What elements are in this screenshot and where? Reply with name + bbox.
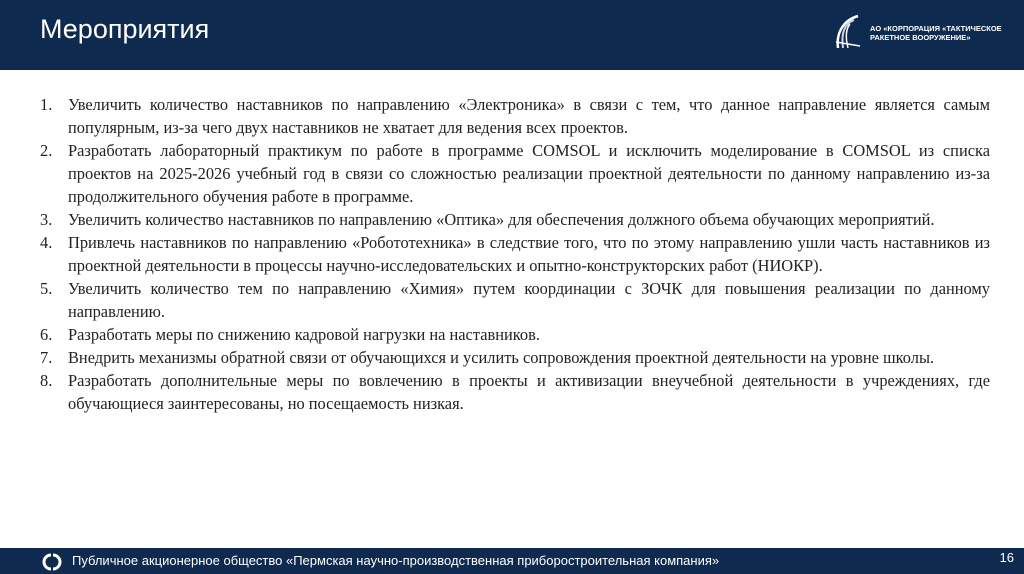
item-text: Увеличить количество тем по направлению «Химия» путем координации с ЗОЧК для повышения реализации по данному направлению.: [68, 279, 990, 321]
page-number: 16: [999, 550, 1014, 565]
item-text: Увеличить количество наставников по направлению «Оптика» для обеспечения должного объема обучающих мероприятий.: [68, 210, 935, 229]
item-number: 6.: [40, 325, 53, 344]
logo-text: АО «КОРПОРАЦИЯ «ТАКТИЧЕСКОЕ РАКЕТНОЕ ВООРУЖЕНИЕ»: [870, 24, 1002, 42]
list-item: [40, 231, 990, 277]
item-number: 2.: [40, 141, 53, 160]
list-item: [40, 369, 990, 415]
footer-company-name: Публичное акционерное общество «Пермская научно-производственная приборостроительная компания»: [72, 553, 720, 568]
item-text: Внедрить механизмы обратной связи от обучающихся и усилить сопровождения проектной деятельности на уровне школы.: [68, 348, 935, 367]
item-number: 4.: [40, 233, 53, 252]
item-text: Разработать лабораторный практикум по работе в программе COMSOL и исключить моделирование в COMSOL из списка проектов на 2025-2026 учебный год в связи со сложностью реализации проектной деятельности по данному направлению из-за продолжительного обучения работе в программе.: [68, 141, 990, 206]
item-text: Разработать дополнительные меры по вовлечению в проекты и активизации внеучебной деятельности в учреждениях, где обучающиеся заинтересованы, но посещаемость низкая.: [68, 371, 990, 413]
list-item: [40, 346, 990, 369]
item-number: 1.: [40, 95, 53, 114]
item-text: Увеличить количество наставников по направлению «Электроника» в связи с тем, что данное направление является самым популярным, из-за чего двух наставников не хватает для ведения всех проектов.: [68, 95, 990, 137]
item-text: Разработать меры по снижению кадровой нагрузки на наставников.: [68, 325, 540, 344]
item-number: 5.: [40, 279, 53, 298]
list-item: [40, 208, 990, 231]
page-title: Мероприятия: [40, 14, 210, 44]
list-item: [40, 323, 990, 346]
list-item: [40, 277, 990, 323]
measures-list: [40, 93, 990, 415]
footer: [0, 548, 1024, 574]
logo-swoosh-icon: [832, 14, 862, 52]
item-number: 7.: [40, 348, 53, 367]
company-emblem-icon: [42, 553, 62, 571]
item-number: 3.: [40, 210, 53, 229]
company-logo: [832, 14, 1010, 52]
item-text: Привлечь наставников по направлению «Робототехника» в следствие того, что по этому направлению ушли часть наставников из проектной деятельности в процессы научно-исследовательских и опытно-конструкторских работ (НИОКР).: [68, 233, 990, 275]
list-item: [40, 139, 990, 208]
header: [0, 0, 1024, 70]
list-item: [40, 93, 990, 139]
item-number: 8.: [40, 371, 53, 390]
